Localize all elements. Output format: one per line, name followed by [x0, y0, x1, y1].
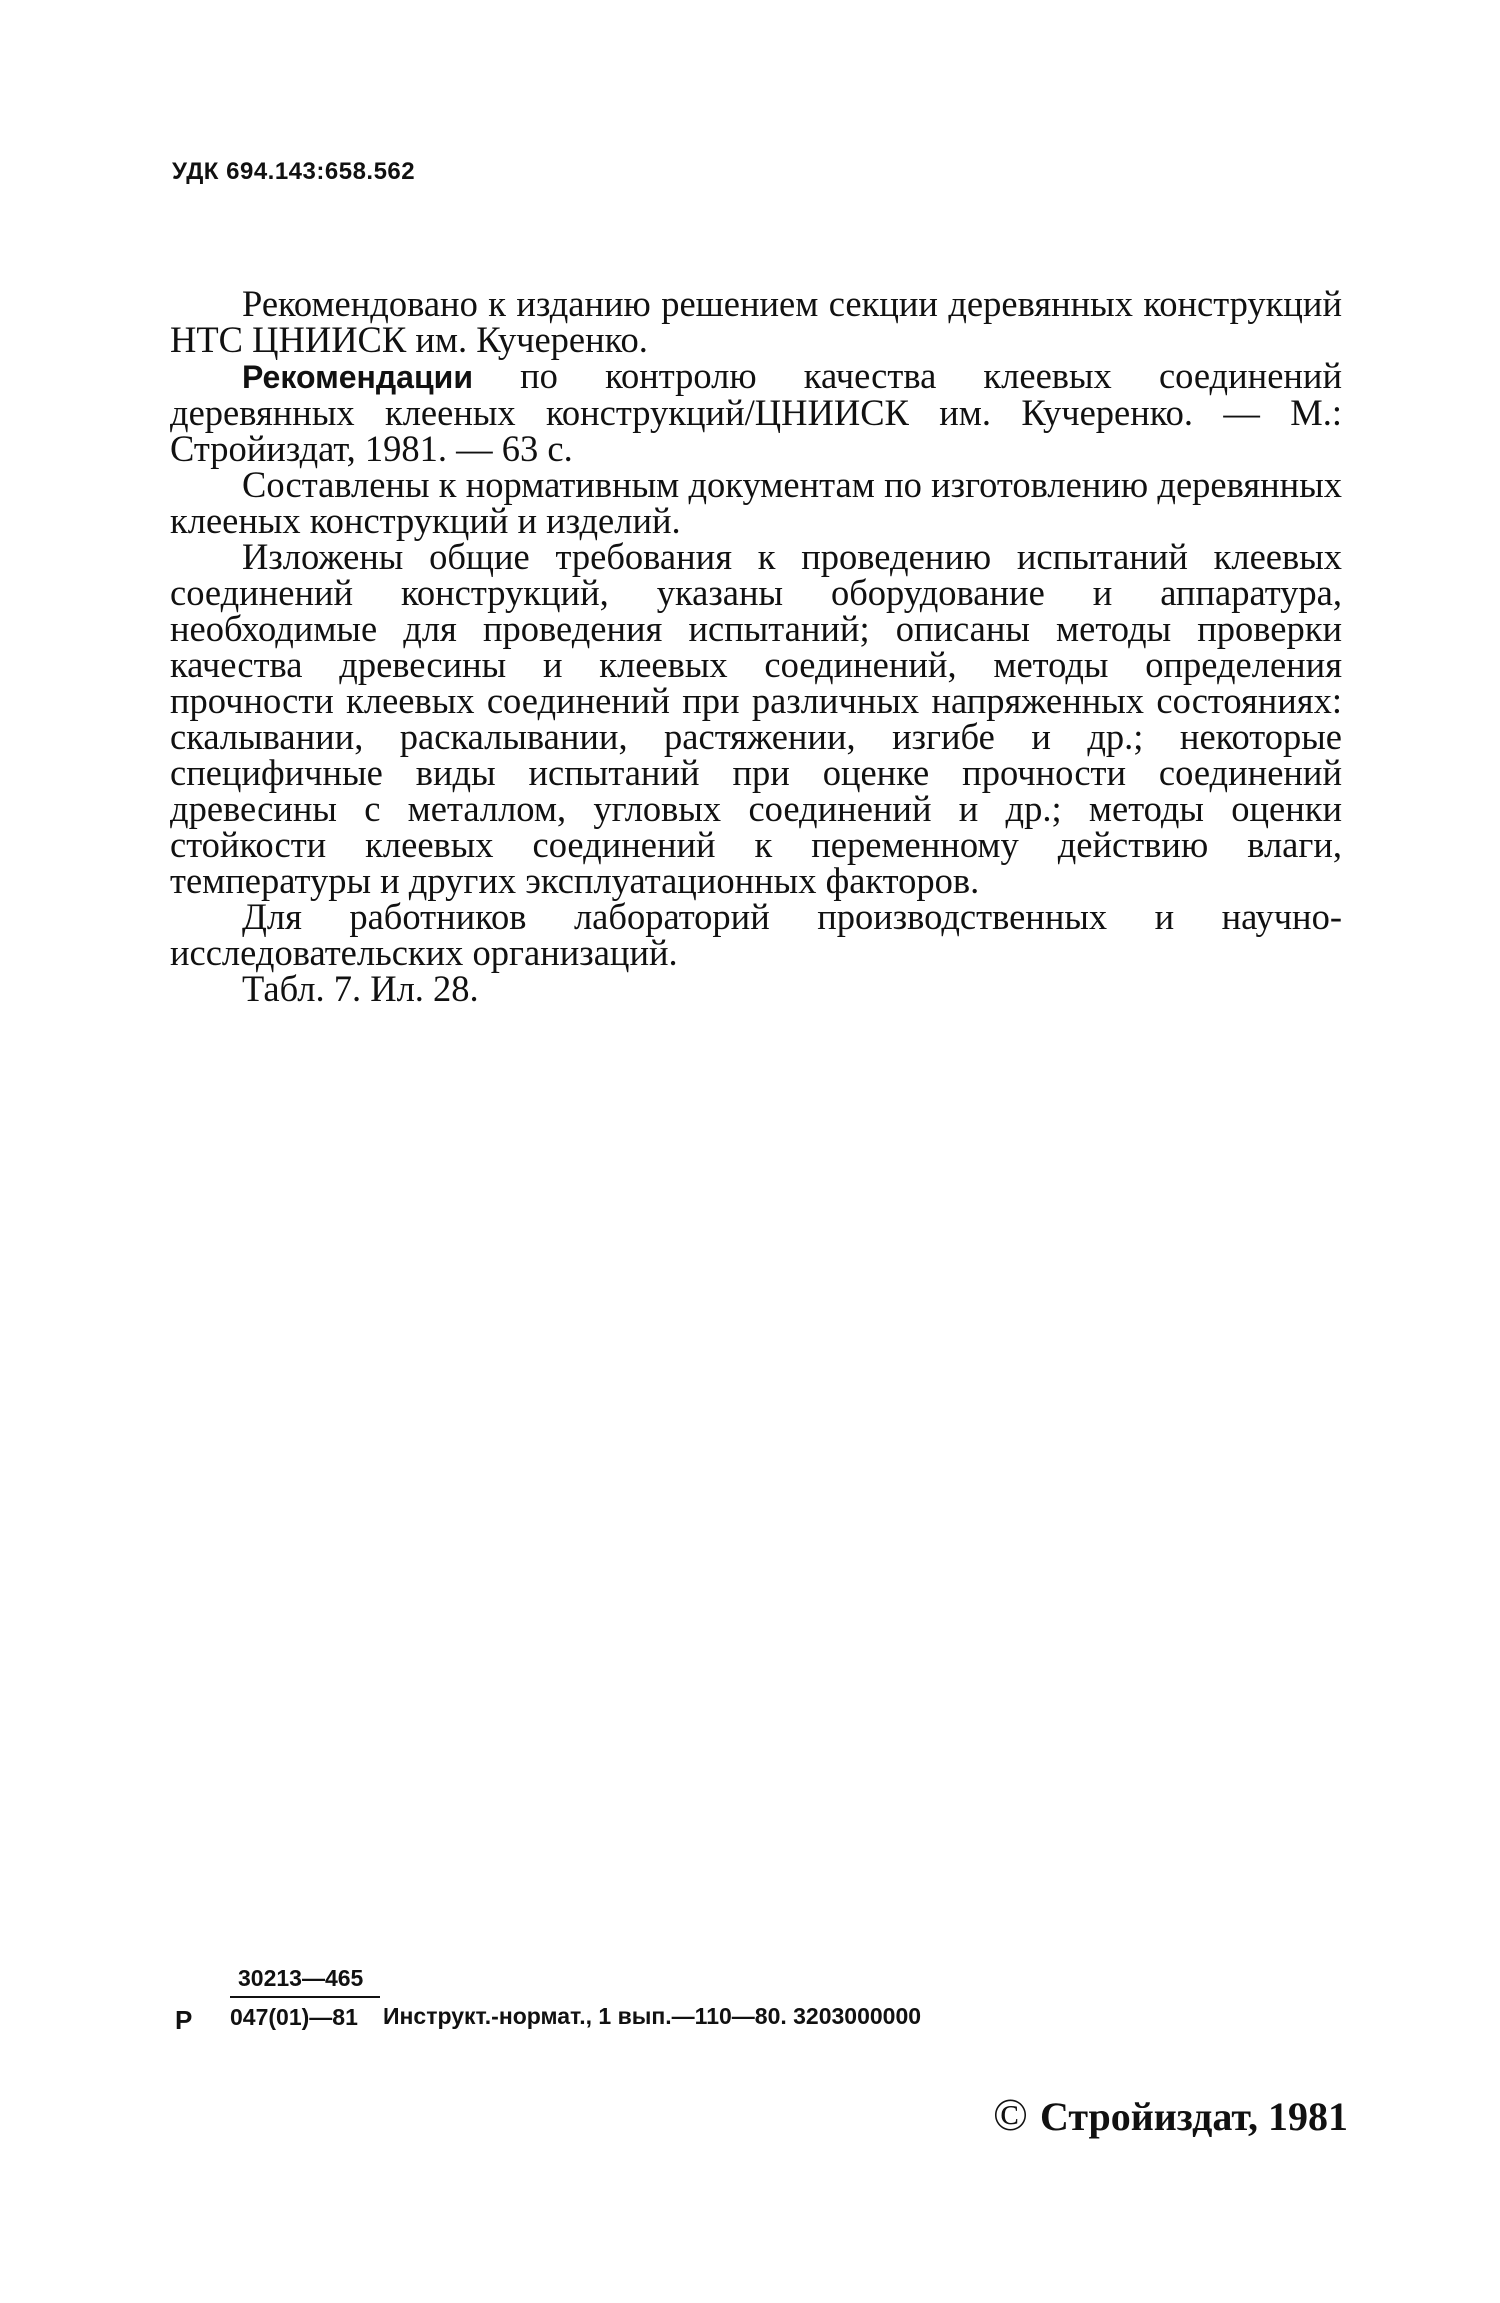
bibliographic-paragraph [170, 355, 1342, 469]
fraction-bar [230, 1996, 380, 1998]
audience-paragraph: Для работников лабораторий производственных и научно-исследовательских организаций. [170, 896, 1342, 973]
imprint-numerator: 30213—465 [238, 1965, 364, 1991]
title-bold: Рекомендации [242, 359, 473, 395]
imprint [175, 1965, 1335, 2065]
abstract [170, 283, 1342, 1009]
composed-paragraph: Составлены к нормативным документам по изготовлению деревянных клееных конструкций и изделий. [170, 464, 1342, 541]
recommendation-paragraph: Рекомендовано к изданию решением секции деревянных конструкций НТС ЦНИИСК им. Кучеренко. [170, 283, 1342, 360]
copyright [993, 2088, 1348, 2141]
summary-paragraph: Изложены общие требования к проведению испытаний клеевых соединений конструкций, указаны оборудование и аппаратура, необходимые для проведения испытаний; описаны методы проверки качества древесины и клеевых соединений, методы определения прочности клеевых соединений при различных напряженных состояниях: скалывании, раскалывании, растяжении, изгибе и др.; некоторые специфичные виды испытаний при оценке прочности соединений древесины с металлом, угловых соединений и др.; методы оценки стойкости клеевых соединений к переменному действию влаги, температуры и других эксплуатационных факторов. [170, 536, 1342, 901]
copyright-text: Стройиздат, 1981 [1039, 2094, 1348, 2139]
imprint-denominator: 047(01)—81 [230, 2004, 358, 2030]
imprint-note: Инструкт.-нормат., 1 вып.—110—80. 3203000000 [383, 2003, 922, 2029]
copyright-icon: © [993, 2089, 1028, 2140]
imprint-letter: Р [175, 2005, 193, 2035]
imprint-fraction [230, 1965, 380, 2031]
tables-paragraph: Табл. 7. Ил. 28. [242, 968, 479, 1009]
title-rest: по контролю качества клеевых соединений деревянных клееных конструкций/ЦНИИСК им. Кучеренко. — М.: Стройиздат, 1981. — 63 с. [170, 355, 1342, 469]
udk-code: УДК 694.143:658.562 [172, 158, 416, 185]
